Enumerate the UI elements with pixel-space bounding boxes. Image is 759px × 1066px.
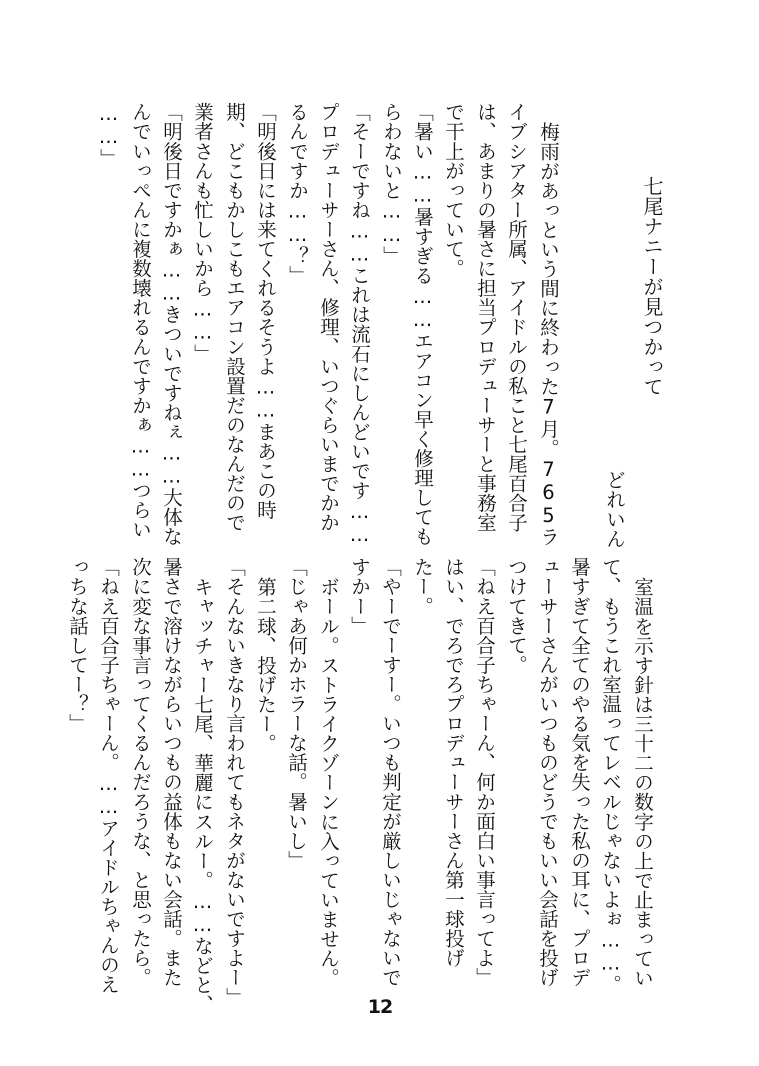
text-line: 「ねえ百合子ちゃーん、何か面白い事言ってよ」 — [473, 557, 496, 988]
text-line: 暑すぎて全てのやる気を失った私の耳に、プロデ — [568, 557, 591, 988]
text-line: ……」 — [97, 102, 120, 168]
text-line: ューサーさんがいつものどうでもいい会話を投げ — [536, 557, 559, 988]
text-line: たー。 — [411, 557, 434, 616]
text-line: 「そんないきなり言われてもネタがないですよー」 — [223, 557, 246, 1007]
text-line: っちな話してー？」 — [66, 557, 89, 733]
text-line: んでいっぺんに複数壊れるんですかぁ……つらい — [129, 102, 152, 540]
text-line: 室温を示す針は三十二の数字の上で止まってい — [631, 577, 654, 988]
text-line: 暑さで溶けながらいつもの益体もない会話。また — [160, 557, 183, 988]
text-line: 「じゃあ何かホラーな話。暑いし」 — [285, 557, 308, 870]
text-line: キャッチャー七尾、華麗にスルー。……などと、 — [191, 577, 214, 1015]
text-line: は、あまりの暑さに担当プロデューサーと事務室 — [474, 102, 497, 533]
text-line: 業者さんも忙しいから……」 — [191, 102, 214, 364]
text-line: 「明後日には来てくれるそうよ……まあこの時 — [254, 102, 277, 520]
text-line: 「そーですね……これは流石にしんどいです…… — [348, 102, 371, 547]
author-name: どれいん — [603, 470, 626, 549]
text-line: るんですか……？」 — [286, 102, 309, 285]
text-line: イブシアター所属、アイドルの私こと七尾百合子 — [505, 102, 528, 533]
text-line: て、もうこれ室温ってレベルじゃないよぉ……。 — [599, 557, 622, 995]
text-line: 次に変な事言ってくるんだろうな、と思ったら。 — [129, 557, 152, 988]
story-title: 七尾ナニーが見つかって — [640, 176, 664, 397]
text-line: プロデューサーさん、修理、いつぐらいまでかか — [317, 102, 340, 533]
page-number: 12 — [367, 996, 393, 1018]
text-line: らわないと……」 — [380, 102, 403, 266]
text-line: つけてきて。 — [505, 557, 528, 675]
text-line: ボール。ストライクゾーンに入っていません。 — [317, 577, 340, 988]
text-line: 「明後日ですかぁ……きついですねぇ……大体な — [160, 102, 183, 547]
text-line: 「暑い……暑すぎる……エアコン早く修理しても — [411, 102, 434, 547]
text-line: 「ねえ百合子ちゃーん。……アイドルちゃんのえ — [97, 557, 120, 995]
text-line: 期、どこもかしこもエアコン設置だのなんだので — [223, 102, 246, 533]
text-line: はい、でろでろプロデューサーさん第一球投げ — [442, 557, 465, 968]
text-line: 「やーでーすー。いつも判定が厳しいじゃないで — [379, 557, 402, 988]
text-line: 第二球、投げたー。 — [254, 577, 277, 753]
text-line: すかー」 — [348, 557, 371, 636]
text-line: で干上がっていて。 — [442, 102, 465, 278]
text-line: 梅雨があっという間に終わった7月。765ラ — [537, 122, 560, 547]
